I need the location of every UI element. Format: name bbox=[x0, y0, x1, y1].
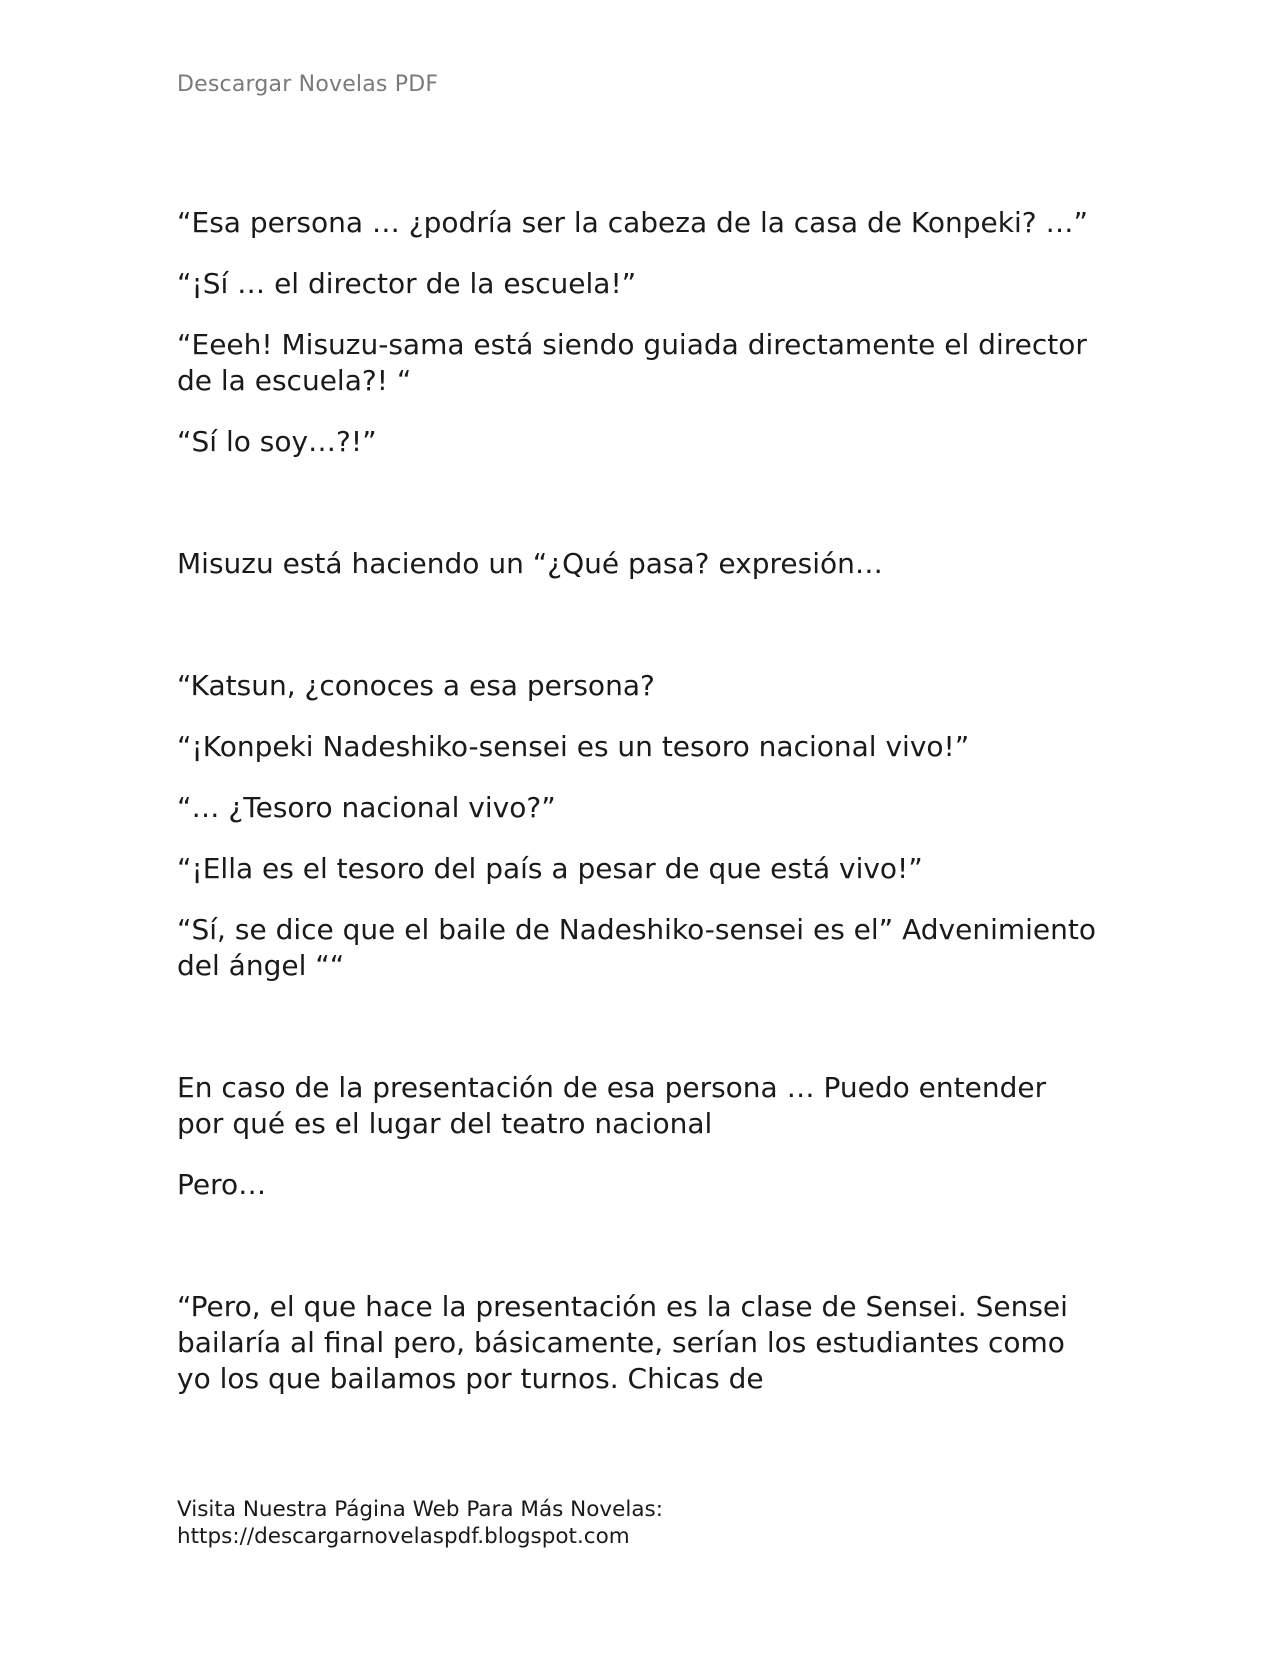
paragraph: “Eeeh! Misuzu-sama está siendo guiada directamente el director de la escuela?! “ bbox=[177, 328, 1087, 397]
paragraph: Pero… bbox=[177, 1168, 267, 1201]
paragraph: “¡Sí … el director de la escuela!” bbox=[177, 267, 637, 300]
page-header: Descargar Novelas PDF bbox=[177, 72, 439, 97]
paragraph: “Esa persona … ¿podría ser la cabeza de la casa de Konpeki? …” bbox=[177, 206, 1088, 239]
paragraph: “¡Konpeki Nadeshiko-sensei es un tesoro nacional vivo!” bbox=[177, 730, 970, 763]
paragraph: “Pero, el que hace la presentación es la clase de Sensei. Sensei bailaría al final pero, básicamente, serían los estudiantes como yo los que bailamos por turnos. Chicas de bbox=[177, 1290, 1068, 1395]
paragraph: “Sí, se dice que el baile de Nadeshiko-sensei es el” Advenimiento del ángel ““ bbox=[177, 913, 1096, 982]
paragraph: Misuzu está haciendo un “¿Qué pasa? expresión… bbox=[177, 547, 883, 580]
paragraph: “Katsun, ¿conoces a esa persona? bbox=[177, 669, 655, 702]
paragraph: “… ¿Tesoro nacional vivo?” bbox=[177, 791, 556, 824]
paragraph: “Sí lo soy…?!” bbox=[177, 425, 377, 458]
paragraph: En caso de la presentación de esa persona … Puedo entender por qué es el lugar del teatro nacional bbox=[177, 1071, 1047, 1140]
footer-text: Visita Nuestra Página Web Para Más Novelas: bbox=[177, 1497, 663, 1522]
paragraph: “¡Ella es el tesoro del país a pesar de que está vivo!” bbox=[177, 852, 923, 885]
footer-link[interactable]: https://descargarnovelaspdf.blogspot.com bbox=[177, 1524, 630, 1549]
page-body bbox=[177, 205, 1097, 1422]
page-footer bbox=[177, 1496, 663, 1550]
